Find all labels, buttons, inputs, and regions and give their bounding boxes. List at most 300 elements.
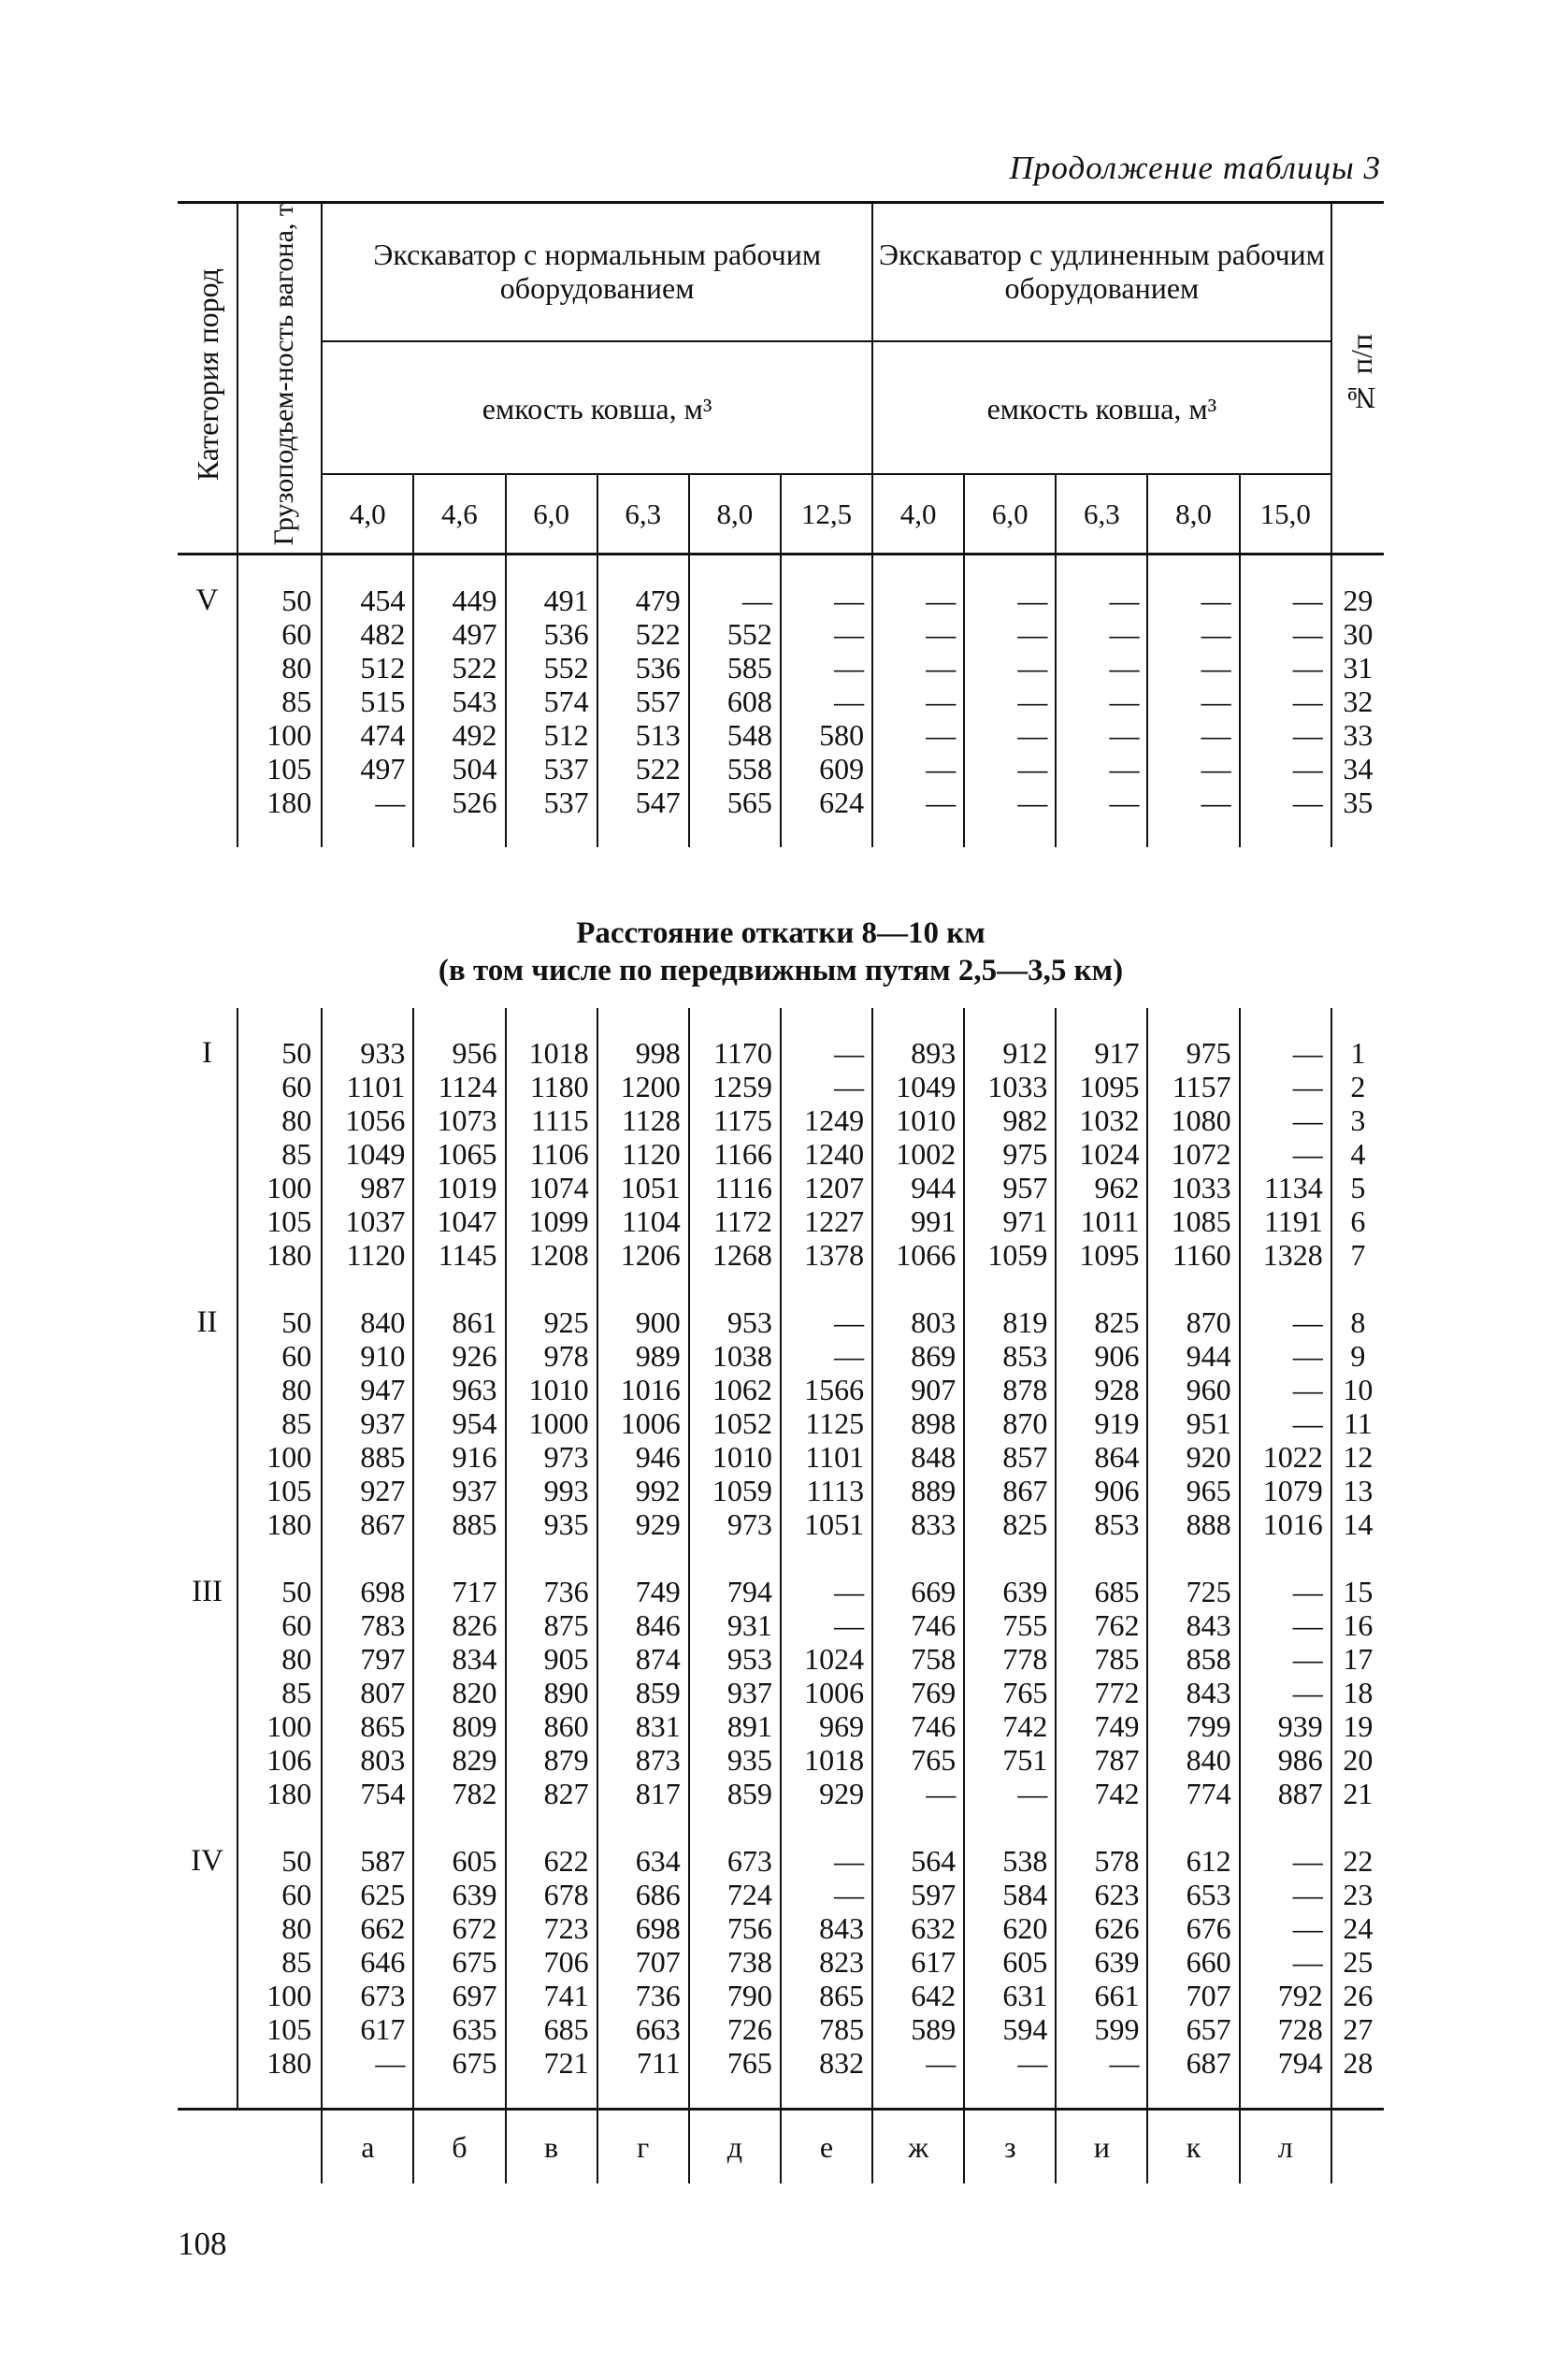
- row-number: 35: [1331, 785, 1384, 819]
- productivity-value: 1073: [413, 1103, 505, 1137]
- row-number: 19: [1331, 1709, 1384, 1743]
- bucket-capacity-header: 15,0: [1240, 474, 1331, 554]
- productivity-value: —: [1147, 718, 1239, 752]
- productivity-value: 536: [597, 651, 689, 684]
- productivity-value: —: [872, 617, 964, 651]
- productivity-value: 687: [1147, 2046, 1239, 2080]
- productivity-value: —: [781, 1070, 872, 1103]
- productivity-value: 522: [597, 752, 689, 785]
- productivity-value: 1006: [781, 1676, 872, 1709]
- bucket-capacity-header: 8,0: [1147, 474, 1239, 554]
- table-row: [178, 1474, 1384, 1507]
- wagon-capacity: 85: [237, 684, 322, 718]
- rock-category: [178, 1137, 237, 1171]
- productivity-value: —: [964, 2046, 1056, 2080]
- productivity-value: 497: [413, 617, 505, 651]
- productivity-value: 685: [506, 2012, 597, 2046]
- productivity-value: 594: [964, 2012, 1056, 2046]
- productivity-value: 973: [506, 1440, 597, 1474]
- productivity-value: —: [1240, 1844, 1331, 1878]
- productivity-value: 512: [322, 651, 413, 684]
- productivity-value: 479: [597, 584, 689, 617]
- productivity-value: 778: [964, 1642, 1056, 1676]
- productivity-value: 953: [689, 1305, 781, 1339]
- productivity-value: 1175: [689, 1103, 781, 1137]
- productivity-value: 449: [413, 584, 505, 617]
- wagon-capacity: 85: [237, 1676, 322, 1709]
- row-number: 31: [1331, 651, 1384, 684]
- productivity-value: 634: [597, 1844, 689, 1878]
- productivity-value: 585: [689, 651, 781, 684]
- table-row: [178, 1305, 1384, 1339]
- productivity-value: 1101: [322, 1070, 413, 1103]
- productivity-value: —: [1056, 617, 1147, 651]
- row-number: 14: [1331, 1507, 1384, 1541]
- productivity-value: 491: [506, 584, 597, 617]
- row-number: 8: [1331, 1305, 1384, 1339]
- productivity-value: 794: [1240, 2046, 1331, 2080]
- row-number: 6: [1331, 1204, 1384, 1238]
- productivity-value: —: [964, 752, 1056, 785]
- rock-category: [178, 651, 237, 684]
- productivity-value: 1101: [781, 1440, 872, 1474]
- productivity-value: —: [1147, 752, 1239, 785]
- productivity-value: 522: [597, 617, 689, 651]
- section-title: [178, 847, 1384, 1008]
- rock-category: [178, 1911, 237, 1945]
- productivity-value: 584: [964, 1878, 1056, 1911]
- productivity-value: 957: [964, 1171, 1056, 1204]
- productivity-value: 769: [872, 1676, 964, 1709]
- productivity-value: 474: [322, 718, 413, 752]
- productivity-value: 831: [597, 1709, 689, 1743]
- rock-category: [178, 1642, 237, 1676]
- productivity-value: 1024: [1056, 1137, 1147, 1171]
- productivity-value: —: [872, 752, 964, 785]
- productivity-value: 742: [1056, 1777, 1147, 1810]
- productivity-value: 900: [597, 1305, 689, 1339]
- productivity-value: 547: [597, 785, 689, 819]
- productivity-value: 917: [1056, 1036, 1147, 1070]
- productivity-value: 1115: [506, 1103, 597, 1137]
- productivity-value: 893: [872, 1036, 964, 1070]
- wagon-capacity: 50: [237, 1844, 322, 1878]
- productivity-value: 1206: [597, 1238, 689, 1272]
- productivity-value: 826: [413, 1608, 505, 1642]
- wagon-capacity: 80: [237, 651, 322, 684]
- productivity-value: 662: [322, 1911, 413, 1945]
- row-number: 30: [1331, 617, 1384, 651]
- wagon-capacity: 180: [237, 2046, 322, 2080]
- wagon-capacity: 100: [237, 1171, 322, 1204]
- wagon-capacity: 105: [237, 1204, 322, 1238]
- productivity-value: 492: [413, 718, 505, 752]
- productivity-value: 944: [1147, 1339, 1239, 1373]
- table-row: [178, 684, 1384, 718]
- productivity-value: 1051: [781, 1507, 872, 1541]
- productivity-value: 1049: [872, 1070, 964, 1103]
- productivity-value: 1022: [1240, 1440, 1331, 1474]
- productivity-value: 482: [322, 617, 413, 651]
- productivity-value: —: [1240, 1911, 1331, 1945]
- productivity-value: 1080: [1147, 1103, 1239, 1137]
- productivity-value: 935: [506, 1507, 597, 1541]
- productivity-value: —: [964, 651, 1056, 684]
- productivity-value: 875: [506, 1608, 597, 1642]
- productivity-value: 622: [506, 1844, 597, 1878]
- category-header: Категория пород: [178, 204, 237, 554]
- productivity-value: 669: [872, 1575, 964, 1608]
- productivity-value: 931: [689, 1608, 781, 1642]
- column-letter: ж: [872, 2111, 964, 2183]
- column-letter: з: [964, 2111, 1056, 2183]
- productivity-value: —: [1240, 1406, 1331, 1440]
- productivity-value: 625: [322, 1878, 413, 1911]
- productivity-value: 1095: [1056, 1238, 1147, 1272]
- productivity-value: 960: [1147, 1373, 1239, 1406]
- wagon-capacity: 106: [237, 1743, 322, 1777]
- productivity-value: 1016: [1240, 1507, 1331, 1541]
- wagon-capacity: 85: [237, 1137, 322, 1171]
- productivity-value: —: [872, 584, 964, 617]
- productivity-value: —: [1147, 617, 1239, 651]
- productivity-value: 1207: [781, 1171, 872, 1204]
- productivity-value: 1566: [781, 1373, 872, 1406]
- rock-category: [178, 1339, 237, 1373]
- productivity-value: 706: [506, 1945, 597, 1979]
- productivity-value: —: [1240, 1608, 1331, 1642]
- productivity-value: 721: [506, 2046, 597, 2080]
- productivity-value: —: [964, 617, 1056, 651]
- table-row: [178, 1979, 1384, 2012]
- productivity-value: 605: [413, 1844, 505, 1878]
- productivity-value: 717: [413, 1575, 505, 1608]
- table-row: [178, 1238, 1384, 1272]
- productivity-value: 1104: [597, 1204, 689, 1238]
- productivity-value: —: [1240, 752, 1331, 785]
- productivity-value: —: [872, 718, 964, 752]
- productivity-value: 1157: [1147, 1070, 1239, 1103]
- rock-category: [178, 1945, 237, 1979]
- wagon-capacity: 85: [237, 1945, 322, 1979]
- table-row: [178, 1440, 1384, 1474]
- productivity-value: 1120: [322, 1238, 413, 1272]
- productivity-value: 626: [1056, 1911, 1147, 1945]
- productivity-value: 617: [322, 2012, 413, 2046]
- productivity-value: 587: [322, 1844, 413, 1878]
- wagon-capacity: 180: [237, 1238, 322, 1272]
- productivity-value: 1062: [689, 1373, 781, 1406]
- productivity-value: 819: [964, 1305, 1056, 1339]
- productivity-value: 973: [689, 1507, 781, 1541]
- productivity-value: 1328: [1240, 1238, 1331, 1272]
- row-number: 28: [1331, 2046, 1384, 2080]
- row-number: 17: [1331, 1642, 1384, 1676]
- productivity-value: 756: [689, 1911, 781, 1945]
- productivity-value: —: [781, 617, 872, 651]
- productivity-value: 765: [689, 2046, 781, 2080]
- productivity-value: 905: [506, 1642, 597, 1676]
- row-number: 27: [1331, 2012, 1384, 2046]
- productivity-value: 885: [322, 1440, 413, 1474]
- row-number: 29: [1331, 584, 1384, 617]
- productivity-value: 865: [781, 1979, 872, 2012]
- productivity-value: 820: [413, 1676, 505, 1709]
- productivity-value: 840: [322, 1305, 413, 1339]
- productivity-value: 829: [413, 1743, 505, 1777]
- productivity-value: —: [1240, 1676, 1331, 1709]
- rock-category: [178, 1608, 237, 1642]
- row-number-header: № п/п: [1331, 204, 1384, 554]
- table-row: [178, 1070, 1384, 1103]
- productivity-value: 865: [322, 1709, 413, 1743]
- productivity-value: 1000: [506, 1406, 597, 1440]
- rock-category: [178, 1103, 237, 1137]
- productivity-value: 954: [413, 1406, 505, 1440]
- section-title-line1: Расстояние откатки 8—10 км: [576, 915, 985, 950]
- productivity-value: 1160: [1147, 1238, 1239, 1272]
- table-row: [178, 1743, 1384, 1777]
- column-letter: г: [597, 2111, 689, 2183]
- wagon-capacity: 180: [237, 1507, 322, 1541]
- productivity-value: 1227: [781, 1204, 872, 1238]
- rock-category: [178, 1373, 237, 1406]
- wagon-capacity: 60: [237, 1608, 322, 1642]
- productivity-value: 867: [322, 1507, 413, 1541]
- productivity-value: 635: [413, 2012, 505, 2046]
- productivity-value: 1116: [689, 1171, 781, 1204]
- productivity-value: —: [1240, 785, 1331, 819]
- productivity-value: 792: [1240, 1979, 1331, 2012]
- productivity-value: 765: [872, 1743, 964, 1777]
- table-row: [178, 785, 1384, 819]
- productivity-value: —: [1240, 1373, 1331, 1406]
- productivity-value: 642: [872, 1979, 964, 2012]
- column-letter: к: [1147, 2111, 1239, 2183]
- productivity-value: 809: [413, 1709, 505, 1743]
- productivity-value: 919: [1056, 1406, 1147, 1440]
- productivity-value: 609: [781, 752, 872, 785]
- productivity-value: 574: [506, 684, 597, 718]
- productivity-value: 620: [964, 1911, 1056, 1945]
- row-number: 10: [1331, 1373, 1384, 1406]
- productivity-value: 543: [413, 684, 505, 718]
- productivity-value: 624: [781, 785, 872, 819]
- productivity-value: 1170: [689, 1036, 781, 1070]
- table-row: [178, 1878, 1384, 1911]
- productivity-value: —: [1240, 1945, 1331, 1979]
- productivity-value: 742: [964, 1709, 1056, 1743]
- wagon-capacity: 100: [237, 1979, 322, 2012]
- productivity-value: 807: [322, 1676, 413, 1709]
- bucket-capacity-header: 6,3: [1056, 474, 1147, 554]
- productivity-value: —: [964, 684, 1056, 718]
- productivity-value: —: [781, 684, 872, 718]
- productivity-value: —: [781, 1575, 872, 1608]
- row-number: 22: [1331, 1844, 1384, 1878]
- productivity-value: 538: [964, 1844, 1056, 1878]
- productivity-value: 874: [597, 1642, 689, 1676]
- productivity-value: 1180: [506, 1070, 597, 1103]
- wagon-capacity: 105: [237, 2012, 322, 2046]
- productivity-value: 631: [964, 1979, 1056, 2012]
- table-row: [178, 1406, 1384, 1440]
- productivity-value: 953: [689, 1642, 781, 1676]
- row-number: 5: [1331, 1171, 1384, 1204]
- table-row: [178, 1575, 1384, 1608]
- productivity-value: 869: [872, 1339, 964, 1373]
- row-number: 2: [1331, 1070, 1384, 1103]
- rock-category: [178, 785, 237, 819]
- productivity-value: —: [872, 684, 964, 718]
- productivity-value: 660: [1147, 1945, 1239, 1979]
- rock-category: [178, 1171, 237, 1204]
- rock-category: [178, 1070, 237, 1103]
- normal-equipment-header: Экскаватор с нормальным рабочим оборудованием: [322, 204, 872, 341]
- productivity-value: 971: [964, 1204, 1056, 1238]
- productivity-value: —: [1240, 1305, 1331, 1339]
- productivity-value: —: [1240, 584, 1331, 617]
- productivity-value: —: [1056, 2046, 1147, 2080]
- productivity-value: 975: [1147, 1036, 1239, 1070]
- productivity-value: 1065: [413, 1137, 505, 1171]
- productivity-value: 927: [322, 1474, 413, 1507]
- wagon-capacity: 60: [237, 617, 322, 651]
- wagon-capacity: 60: [237, 1878, 322, 1911]
- row-number: 23: [1331, 1878, 1384, 1911]
- productivity-value: —: [872, 651, 964, 684]
- row-number: 18: [1331, 1676, 1384, 1709]
- productivity-value: 834: [413, 1642, 505, 1676]
- productivity-value: 765: [964, 1676, 1056, 1709]
- productivity-value: 673: [689, 1844, 781, 1878]
- row-number: 20: [1331, 1743, 1384, 1777]
- productivity-value: 1059: [689, 1474, 781, 1507]
- productivity-value: 912: [964, 1036, 1056, 1070]
- rock-category: [178, 1743, 237, 1777]
- productivity-value: 657: [1147, 2012, 1239, 2046]
- wagon-capacity: 180: [237, 785, 322, 819]
- productivity-value: 632: [872, 1911, 964, 1945]
- productivity-value: —: [1240, 1642, 1331, 1676]
- productivity-value: 848: [872, 1440, 964, 1474]
- productivity-value: 646: [322, 1945, 413, 1979]
- productivity-value: 605: [964, 1945, 1056, 1979]
- productivity-value: 947: [322, 1373, 413, 1406]
- productivity-value: 537: [506, 785, 597, 819]
- productivity-value: 725: [1147, 1575, 1239, 1608]
- productivity-value: —: [1240, 1339, 1331, 1373]
- productivity-value: 617: [872, 1945, 964, 1979]
- productivity-value: 1120: [597, 1137, 689, 1171]
- productivity-value: 552: [689, 617, 781, 651]
- row-number: 26: [1331, 1979, 1384, 2012]
- wagon-capacity: 100: [237, 1709, 322, 1743]
- table-row: [178, 2046, 1384, 2080]
- productivity-value: 612: [1147, 1844, 1239, 1878]
- productivity-value: 1145: [413, 1238, 505, 1272]
- productivity-value: 1066: [872, 1238, 964, 1272]
- productivity-value: —: [322, 785, 413, 819]
- productivity-value: 889: [872, 1474, 964, 1507]
- wagon-capacity: 180: [237, 1777, 322, 1810]
- productivity-value: 1240: [781, 1137, 872, 1171]
- productivity-value: —: [781, 1339, 872, 1373]
- productivity-value: —: [872, 2046, 964, 2080]
- productivity-value: 853: [964, 1339, 1056, 1373]
- productivity-value: 861: [413, 1305, 505, 1339]
- productivity-value: 724: [689, 1878, 781, 1911]
- rock-category: [178, 718, 237, 752]
- productivity-value: 939: [1240, 1709, 1331, 1743]
- productivity-value: 833: [872, 1507, 964, 1541]
- rock-category: V: [195, 583, 219, 617]
- rock-category: [178, 617, 237, 651]
- productivity-value: 741: [506, 1979, 597, 2012]
- productivity-value: —: [872, 785, 964, 819]
- productivity-value: 799: [1147, 1709, 1239, 1743]
- productivity-value: —: [781, 1608, 872, 1642]
- productivity-value: —: [1147, 684, 1239, 718]
- rock-category: [178, 1204, 237, 1238]
- rock-category: [178, 1238, 237, 1272]
- productivity-value: 1099: [506, 1204, 597, 1238]
- wagon-capacity: 50: [237, 1575, 322, 1608]
- productivity-value: 1200: [597, 1070, 689, 1103]
- productivity-value: 707: [597, 1945, 689, 1979]
- wagon-capacity: 80: [237, 1911, 322, 1945]
- productivity-value: 639: [1056, 1945, 1147, 1979]
- table-continuation-label: Продолжение таблицы 3: [1009, 150, 1381, 186]
- productivity-value: 1172: [689, 1204, 781, 1238]
- productivity-value: 937: [413, 1474, 505, 1507]
- table-row: [178, 1642, 1384, 1676]
- productivity-value: 946: [597, 1440, 689, 1474]
- productivity-value: 1018: [506, 1036, 597, 1070]
- table-row: [178, 2012, 1384, 2046]
- productivity-value: 537: [506, 752, 597, 785]
- productivity-value: 817: [597, 1777, 689, 1810]
- bucket-capacity-header: 8,0: [689, 474, 781, 554]
- productivity-value: 937: [689, 1676, 781, 1709]
- rock-category: [178, 1406, 237, 1440]
- table-row: [178, 1911, 1384, 1945]
- productivity-value: —: [1056, 651, 1147, 684]
- productivity-value: 878: [964, 1373, 1056, 1406]
- productivity-value: 557: [597, 684, 689, 718]
- table-row: [178, 1137, 1384, 1171]
- productivity-value: 1051: [597, 1171, 689, 1204]
- bucket-capacity-header: 6,3: [597, 474, 689, 554]
- productivity-value: 898: [872, 1406, 964, 1440]
- productivity-value: 794: [689, 1575, 781, 1608]
- productivity-value: 1002: [872, 1137, 964, 1171]
- productivity-value: 978: [506, 1339, 597, 1373]
- productivity-value: —: [1056, 584, 1147, 617]
- productivity-value: 910: [322, 1339, 413, 1373]
- productivity-value: 887: [1240, 1777, 1331, 1810]
- productivity-value: 1033: [964, 1070, 1056, 1103]
- wagon-capacity: 80: [237, 1103, 322, 1137]
- productivity-value: 992: [597, 1474, 689, 1507]
- productivity-value: 580: [781, 718, 872, 752]
- productivity-value: 857: [964, 1440, 1056, 1474]
- productivity-value: —: [1240, 1036, 1331, 1070]
- productivity-value: 675: [413, 2046, 505, 2080]
- row-number: 1: [1331, 1036, 1384, 1070]
- productivity-value: 859: [689, 1777, 781, 1810]
- row-number: 21: [1331, 1777, 1384, 1810]
